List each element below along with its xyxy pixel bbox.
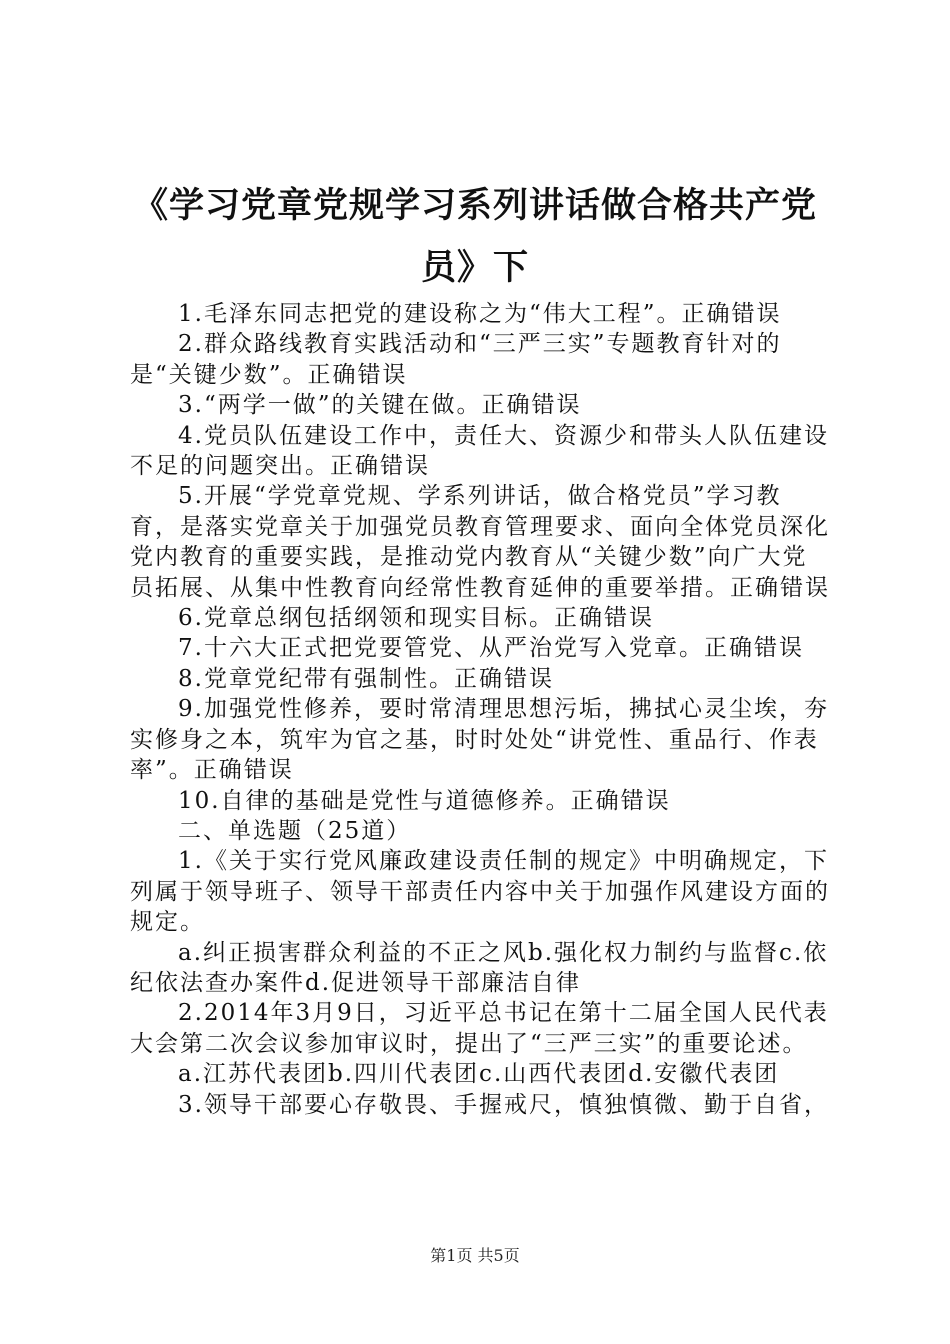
paragraph-tf-2: 2.群众路线教育实践活动和“三严三实”专题教育针对的是“关键少数”。正确错误 (130, 331, 782, 388)
paragraph-tf-3: 3.“两学一做”的关键在做。正确错误 (178, 392, 582, 419)
paragraph-mc-2-question: 2.2014年3月9日，习近平总书记在第十二届全国人民代表大会第二次会议参加审议时，提出了“三严三实”的重要论述。 (130, 1000, 829, 1057)
paragraph-tf-10: 10.自律的基础是党性与道德修养。正确错误 (178, 787, 671, 814)
section-heading-single-choice: 二、单选题（25道） (178, 817, 412, 844)
paragraph-tf-7: 7.十六大正式把党要管党、从严治党写入党章。正确错误 (178, 635, 804, 662)
paragraph-tf-8: 8.党章党纪带有强制性。正确错误 (178, 665, 554, 692)
paragraph-mc-2-options: a.江苏代表团b.四川代表团c.山西代表团d.安徽代表团 (178, 1061, 780, 1088)
document-title-line-2: 员》下 (420, 248, 529, 288)
page-footer: 第1页 共5页 (430, 1246, 520, 1265)
paragraph-tf-4: 4.党员队伍建设工作中，责任大、资源少和带头人队伍建设不足的问题突出。正确错误 (130, 422, 829, 480)
document-body (130, 299, 830, 1120)
document-title-line-1: 《学习党章党规学习系列讲话做合格共产党 (132, 186, 817, 226)
paragraph-tf-1: 1.毛泽东同志把党的建设称之为“伟大工程”。正确错误 (178, 301, 782, 327)
paragraph-tf-5: 5.开展“学党章党规、学系列讲话，做合格党员”学习教育，是落实党章关于加强党员教育管理要求、面向全体党员深化党内教育的重要实践，是推动党内教育从“关键少数”向广大党员拓展、从集中性教育向经常性教育延伸的重要举措。正确错误 (130, 483, 830, 601)
paragraph-tf-9: 9.加强党性修养，要时常清理思想污垢，拂拭心灵尘埃，夯实修身之本，筑牢为官之基，时时处处“讲党性、重品行、作表率”。正确错误 (130, 696, 829, 784)
paragraph-mc-1-question: 1.《关于实行党风廉政建设责任制的规定》中明确规定，下列属于领导班子、领导干部责任内容中关于加强作风建设方面的规定。 (130, 848, 830, 936)
paragraph-mc-3-question: 3.领导干部要心存敬畏、手握戒尺，慎独慎微、勤于自省， (178, 1091, 829, 1118)
paragraph-mc-1-options: a.纠正损害群众利益的不正之风b.强化权力制约与监督c.依纪依法查办案件d.促进领导干部廉洁自律 (130, 939, 829, 996)
paragraph-tf-6: 6.党章总纲包括纲领和现实目标。正确错误 (178, 605, 654, 632)
